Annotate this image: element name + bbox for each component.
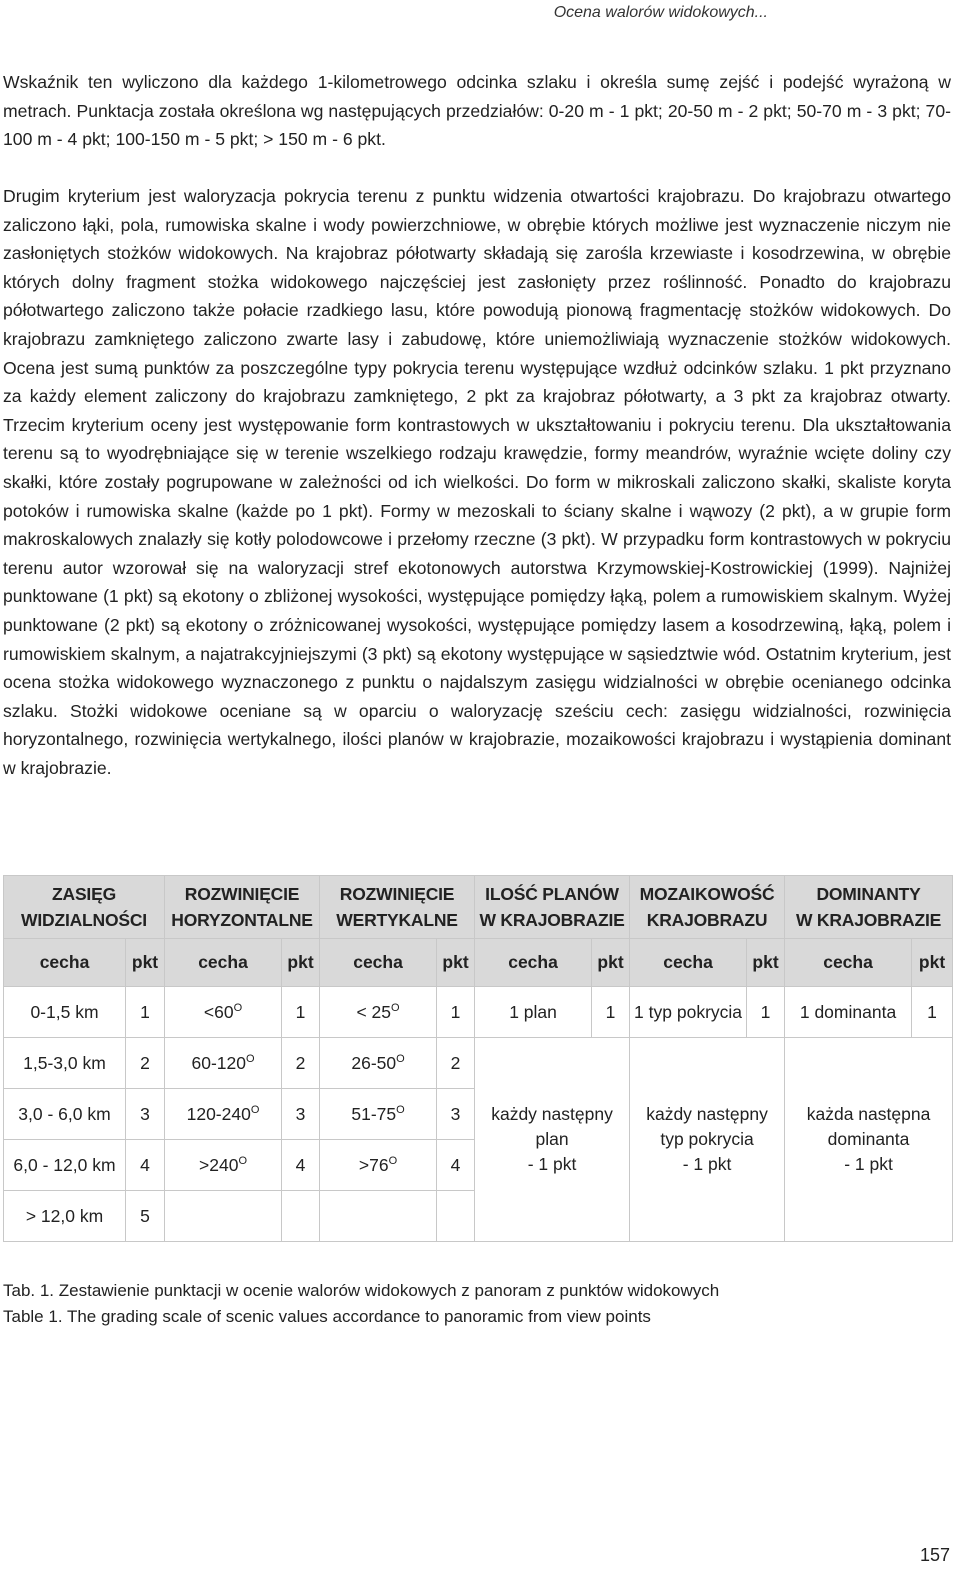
zasieg-cecha: 1,5-3,0 km: [4, 1038, 126, 1089]
wertykalne-pkt: 1: [437, 987, 475, 1038]
dominanty-cecha: 1 dominanta: [785, 987, 912, 1038]
wertykalne-cecha: $51-75^O$: [320, 1089, 437, 1140]
sub-header-cecha: cecha: [785, 939, 912, 987]
sub-header-pkt: pkt: [437, 939, 475, 987]
horyzontalne-cecha: $<60^O$: [165, 987, 282, 1038]
empty-cell: [165, 1191, 282, 1242]
empty-cell: [437, 1191, 475, 1242]
horyzontalne-pkt: 2: [282, 1038, 320, 1089]
table-caption-polish: Tab. 1. Zestawienie punktacji w ocenie walorów widokowych z panoram z punktów widokowych: [3, 1281, 720, 1300]
zasieg-pkt: 3: [126, 1089, 165, 1140]
plany-cecha: 1 plan: [475, 987, 592, 1038]
dominanty-next-rule: każda następna dominanta - 1 pkt: [785, 1038, 953, 1242]
paragraph-2: Drugim kryterium jest waloryzacja pokrycia terenu z punktu widzenia otwartości krajobrazu. Do krajobrazu otwartego zaliczono łąki, pola, rumowiska skalne i wody powierzchniowe, w obrębie których możliwe jest wyznaczenie niczym nie zasłoniętych stożków widokowych. Na krajobraz półotwarty składają się zarośla krzewiaste i kosodrzewina, w obrębie których dolny fragment stożka widokowego najczęściej jest zasłonięty przez roślinność. Ponadto do krajobrazu półotwartego zaliczono także połacie rzadkiego lasu, które powodują pionową fragmentację stożków widokowych. Do krajobrazu zamkniętego zaliczono zwarte lasy i zabudowę, które uniemożliwiają wyznaczenie stożków widokowych. Ocena jest sumą punktów za poszczególne typy pokrycia terenu występujące wzdłuż odcinków szlaku. 1 pkt przyznano za każdy element zaliczony do krajobrazu zamkniętego, 2 pkt za krajobraz półotwarty, a 3 pkt za krajobraz otwarty. Trzecim kryterium oceny jest występowanie form kontrastowych w ukształtowaniu i pokryciu terenu. Dla ukształtowania terenu są to wyodrębniające się w terenie wszelkiego rodzaju krawędzie, formy meandrów, wyraźnie wcięte doliny czy skałki, które zostały pogrupowane w zależności od ich wielkości. Do form w mikroskali zaliczono skałki, skaliste koryta potoków i rumowiska skalne (każde po 1 pkt). Formy w mezoskali to ściany skalne i wąwozy (2 pkt), a w grupie form makroskalowych znalazły się kotły polodowcowe i przełomy rzeczne (3 pkt). W przypadku form kontrastowych w pokryciu terenu autor wzorował się na waloryzacji stref ekotonowych autorstwa Krzymowskiej-Kostrowickiej (1999). Najniżej punktowane (1 pkt) są ekotony o zbliżonej wysokości, występujące pomiędzy łąką, polem a rumowiskiem skalnym. Wyżej punktowane (2 pkt) są ekotony o zróżnicowanej wysokości, występujące pomiędzy lasem a kosodrzewiną, łąką, polem i rumowiskiem skalnym, a najatrakcyjniejszymi (3 pkt) są ekotony występujące w sąsiedztwie wód. Ostatnim kryterium, jest ocena stożka widokowego wyznaczonego z punktu o najdalszym zasięgu widzialności w obrębie ocenianego odcinka szlaku. Stożki widokowe oceniane są w oparciu o waloryzację sześciu cech: zasięgu widzialności, rozwinięcia horyzontalnego, rozwinięcia wertykalnego, ilości planów w krajobrazie, mozaikowości krajobrazu i wystąpienia dominant w krajobrazie.: [3, 186, 951, 778]
dominanty-pkt: 1: [912, 987, 953, 1038]
sub-header-row: [4, 939, 953, 987]
horyzontalne-cecha: $>240^O$: [165, 1140, 282, 1191]
wertykalne-pkt: 2: [437, 1038, 475, 1089]
zasieg-pkt: 1: [126, 987, 165, 1038]
zasieg-cecha: 6,0 - 12,0 km: [4, 1140, 126, 1191]
sub-header-pkt: pkt: [282, 939, 320, 987]
page-number: 157: [919, 1545, 950, 1565]
horyzontalne-cecha: $120-240^O$: [165, 1089, 282, 1140]
zasieg-pkt: 5: [126, 1191, 165, 1242]
sub-header-cecha: cecha: [4, 939, 126, 987]
wertykalne-pkt: 3: [437, 1089, 475, 1140]
wertykalne-cecha: < $25^O$: [320, 987, 437, 1038]
table-row: [4, 987, 953, 1038]
zasieg-pkt: 4: [126, 1140, 165, 1191]
sub-header-cecha: cecha: [320, 939, 437, 987]
table-caption-english: Table 1. The grading scale of scenic values accordance to panoramic from view points: [3, 1307, 651, 1326]
sub-header-cecha: cecha: [475, 939, 592, 987]
plany-pkt: 1: [592, 987, 630, 1038]
running-head: Ocena walorów widokowych...: [553, 4, 768, 21]
header-plany: ILOŚĆ PLANÓW W KRAJOBRAZIE: [475, 876, 630, 939]
mozaikowosc-next-rule: każdy następny typ pokrycia - 1 pkt: [630, 1038, 785, 1242]
header-zasieg: ZASIĘG WIDZIALNOŚCI: [4, 876, 165, 939]
header-mozaikowosc: MOZAIKOWOŚĆ KRAJOBRAZU: [630, 876, 785, 939]
header-dominanty: DOMINANTY W KRAJOBRAZIE: [785, 876, 953, 939]
sub-header-pkt: pkt: [592, 939, 630, 987]
sub-header-pkt: pkt: [747, 939, 785, 987]
zasieg-cecha: 0-1,5 km: [4, 987, 126, 1038]
wertykalne-cecha: $26-50^O$: [320, 1038, 437, 1089]
sub-header-pkt: pkt: [912, 939, 953, 987]
horyzontalne-pkt: 1: [282, 987, 320, 1038]
empty-cell: [320, 1191, 437, 1242]
mozaikowosc-cecha: 1 typ pokrycia: [630, 987, 747, 1038]
zasieg-cecha: > 12,0 km: [4, 1191, 126, 1242]
wertykalne-pkt: 4: [437, 1140, 475, 1191]
sub-header-cecha: cecha: [630, 939, 747, 987]
wertykalne-cecha: $>76^O$: [320, 1140, 437, 1191]
header-horyzontalne: ROZWINIĘCIE HORYZONTALNE: [165, 876, 320, 939]
table-row: [4, 1038, 953, 1089]
paragraph-1: Wskaźnik ten wyliczono dla każdego 1-kilometrowego odcinka szlaku i określa sumę zejść i podejść wyrażoną w metrach. Punktacja została określona wg następujących przedziałów: 0-20 m - 1 pkt; 20-50 m - 2 pkt; 50-70 m - 3 pkt; 70-100 m - 4 pkt; 100-150 m - 5 pkt; > 150 m - 6 pkt.: [3, 72, 951, 150]
horyzontalne-cecha: $60-120^O$: [165, 1038, 282, 1089]
horyzontalne-pkt: 4: [282, 1140, 320, 1191]
plany-next-rule: każdy następny plan - 1 pkt: [475, 1038, 630, 1242]
group-header-row: [4, 876, 953, 939]
grading-table: [3, 875, 953, 1242]
mozaikowosc-pkt: 1: [747, 987, 785, 1038]
horyzontalne-pkt: 3: [282, 1089, 320, 1140]
sub-header-pkt: pkt: [126, 939, 165, 987]
header-wertykalne: ROZWINIĘCIE WERTYKALNE: [320, 876, 475, 939]
zasieg-pkt: 2: [126, 1038, 165, 1089]
empty-cell: [282, 1191, 320, 1242]
sub-header-cecha: cecha: [165, 939, 282, 987]
zasieg-cecha: 3,0 - 6,0 km: [4, 1089, 126, 1140]
